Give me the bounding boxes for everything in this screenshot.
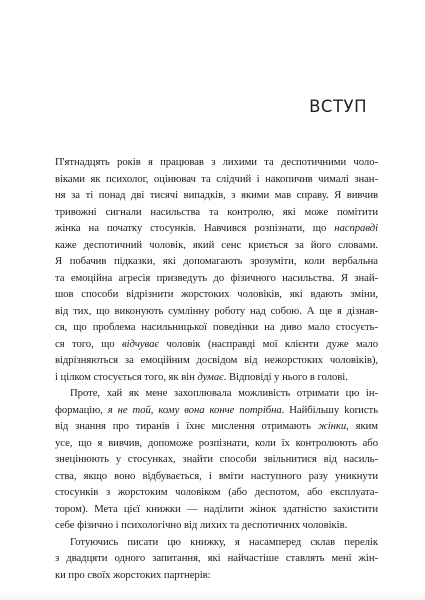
text-line <box>55 369 378 386</box>
text-run: тривожні сигнали насильства та контролю, які може помітити <box>55 205 378 218</box>
text-run: чоловік (насправді мої клієнти дуже мало <box>159 337 378 350</box>
text-line <box>55 418 378 435</box>
body-text <box>55 154 378 583</box>
text-line <box>55 336 378 353</box>
text-line <box>55 402 378 419</box>
emphasis-text: я не той, кому вона конче потрібна <box>107 403 282 416</box>
text-run: ся того, що <box>55 337 122 350</box>
text-line <box>55 567 378 584</box>
text-run: Я побачив підказки, які допомагають зрозуміти, коли вербальна <box>55 255 378 267</box>
text-run: Проте, хай як мене захоплювала можливість отримати цю ін- <box>70 387 378 399</box>
text-run: віками як психолог, оцінювач та слідчий і накопичив чималі знан- <box>55 172 378 185</box>
text-run: усе, що я вивчив, допоможе розпізнати, коли їх контролюють або <box>55 436 378 449</box>
text-run: себе фізично і психологічно від лихих та деспотичних чоловіків. <box>55 519 348 531</box>
text-line <box>55 204 378 221</box>
text-line <box>55 550 378 567</box>
text-line <box>55 237 378 254</box>
text-run: формацію, <box>55 403 108 416</box>
emphasis-text: насправді <box>334 222 378 234</box>
text-run: , яким <box>346 420 378 432</box>
text-line <box>55 220 378 237</box>
text-line <box>55 187 378 204</box>
text-line <box>55 319 378 336</box>
emphasis-text: думає <box>197 370 224 383</box>
text-run: Готуючись писати цю книжку, я насамперед склав перелік <box>70 535 378 548</box>
text-run: ства, якщо воно відбувається, і вміти наступного разу уникнути <box>55 469 378 482</box>
text-run: тором). Мета цієї книжки — наділити жінок здатністю захистити <box>55 502 378 515</box>
text-line <box>55 270 378 287</box>
text-line <box>55 154 378 171</box>
text-line <box>55 451 378 468</box>
paragraph <box>55 385 378 534</box>
paragraph <box>55 154 378 385</box>
text-line <box>55 501 378 518</box>
text-run: . Відповіді у нього в голові. <box>223 370 348 383</box>
text-line <box>55 352 378 369</box>
text-line <box>55 253 378 270</box>
text-run: і цілком стосується того, як він <box>55 370 198 383</box>
text-line <box>55 534 378 551</box>
text-line <box>55 484 378 501</box>
text-run: . Найбільшу korисть <box>281 403 378 416</box>
text-line <box>55 517 378 534</box>
text-run: ки про своїх жорстоких партнерів: <box>55 568 211 581</box>
text-line <box>55 303 378 320</box>
paragraph <box>55 534 378 584</box>
text-run: шов способи відрізнити жорстоких чоловіків, які вдають зміни, <box>55 288 378 300</box>
text-line <box>55 435 378 452</box>
text-run: з двадцяти одного запитання, які найчастіше ставлять мені жін- <box>55 552 378 564</box>
text-run: від знання про тиранів і їхнє мислення отримають <box>55 420 318 432</box>
text-run: від тих, що виконують сумлінну роботу над собою. А ще я дізнав- <box>55 304 378 317</box>
emphasis-text: жінки <box>317 420 347 432</box>
text-run: знецінюють у стосунках, знайти способи звільнитися від насиль- <box>55 453 378 465</box>
text-run: та емоційна агресія призведуть до фізичного насильства. Я знай- <box>55 271 378 284</box>
emphasis-text: відчуває <box>122 337 160 350</box>
text-run: ня за ті понад дві тисячі випадків, з якими мав справу. Я вивчив <box>55 189 378 201</box>
text-line <box>55 468 378 485</box>
text-line <box>55 385 378 402</box>
text-line <box>55 171 378 188</box>
text-run: ся, що проблема насильницької поведінки на диво мало стосуєть- <box>55 321 378 333</box>
page-bottom-edge <box>0 592 425 600</box>
text-run: відрізняються за емоційним досвідом від нежорстоких чоловіків), <box>55 354 378 366</box>
text-line <box>55 286 378 303</box>
text-run: П'ятнадцять років я працював з лихими та деспотичними чоло- <box>55 156 378 168</box>
text-run: каже деспотичний чоловік, який сенс криється за його словами. <box>55 238 378 251</box>
text-run: стосунків з жорстоким чоловіком (або деспотом, або експлуата- <box>55 486 378 498</box>
page-title: ВСТУП <box>309 97 367 116</box>
text-run: жінка на початку стосунків. Навчився розпізнати, що <box>55 222 335 234</box>
